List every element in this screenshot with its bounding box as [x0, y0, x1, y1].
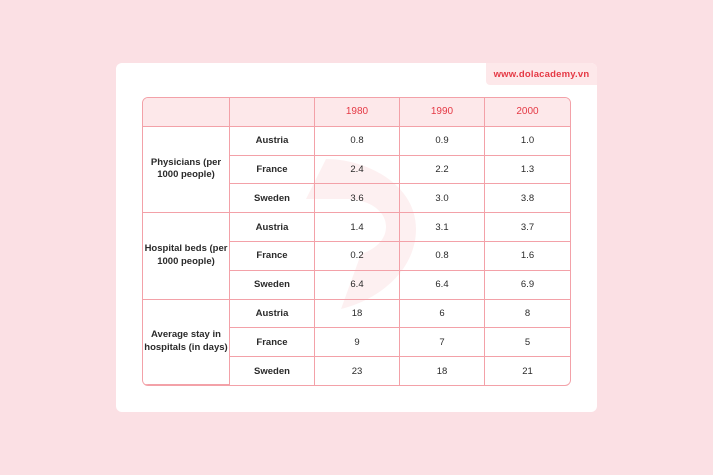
country-cell: France [230, 156, 315, 185]
value-cell: 0.8 [400, 242, 485, 271]
header-year: 1990 [400, 98, 485, 127]
value-cell: 1.3 [485, 156, 570, 185]
header-empty-cell [143, 98, 230, 127]
value-cell: 9 [315, 328, 400, 357]
value-cell: 3.7 [485, 213, 570, 242]
value-cell: 3.0 [400, 184, 485, 213]
table-row [143, 300, 570, 329]
country-cell: Austria [230, 300, 315, 329]
value-cell: 3.8 [485, 184, 570, 213]
header-row [143, 98, 570, 127]
value-cell: 8 [485, 300, 570, 329]
country-cell: Austria [230, 127, 315, 156]
header-year: 2000 [485, 98, 570, 127]
value-cell: 3.6 [315, 184, 400, 213]
content-card [116, 63, 597, 412]
value-cell: 6 [400, 300, 485, 329]
value-cell: 0.9 [400, 127, 485, 156]
country-cell: Sweden [230, 357, 315, 385]
brand-url[interactable]: www.dolacademy.vn [486, 63, 597, 85]
value-cell: 2.4 [315, 156, 400, 185]
value-cell: 3.1 [400, 213, 485, 242]
value-cell: 1.4 [315, 213, 400, 242]
value-cell: 0.8 [315, 127, 400, 156]
country-cell: France [230, 328, 315, 357]
value-cell: 18 [315, 300, 400, 329]
value-cell: 0.2 [315, 242, 400, 271]
value-cell: 18 [400, 357, 485, 385]
category-label: Physicians (per 1000 people) [143, 127, 230, 213]
table-row [143, 127, 570, 156]
value-cell: 1.6 [485, 242, 570, 271]
country-cell: France [230, 242, 315, 271]
value-cell: 7 [400, 328, 485, 357]
value-cell: 6.4 [315, 271, 400, 300]
header-year: 1980 [315, 98, 400, 127]
header-empty-cell [230, 98, 315, 127]
value-cell: 1.0 [485, 127, 570, 156]
value-cell: 6.9 [485, 271, 570, 300]
data-table [142, 97, 571, 386]
country-cell: Sweden [230, 271, 315, 300]
value-cell: 23 [315, 357, 400, 385]
value-cell: 2.2 [400, 156, 485, 185]
country-cell: Austria [230, 213, 315, 242]
value-cell: 21 [522, 365, 533, 377]
value-cell: 6.4 [400, 271, 485, 300]
value-cell: 5 [485, 328, 570, 357]
category-label: Average stay in hospitals (in days) [143, 300, 230, 385]
table-row [143, 213, 570, 242]
country-cell: Sweden [230, 184, 315, 213]
category-label: Hospital beds (per 1000 people) [143, 213, 230, 299]
